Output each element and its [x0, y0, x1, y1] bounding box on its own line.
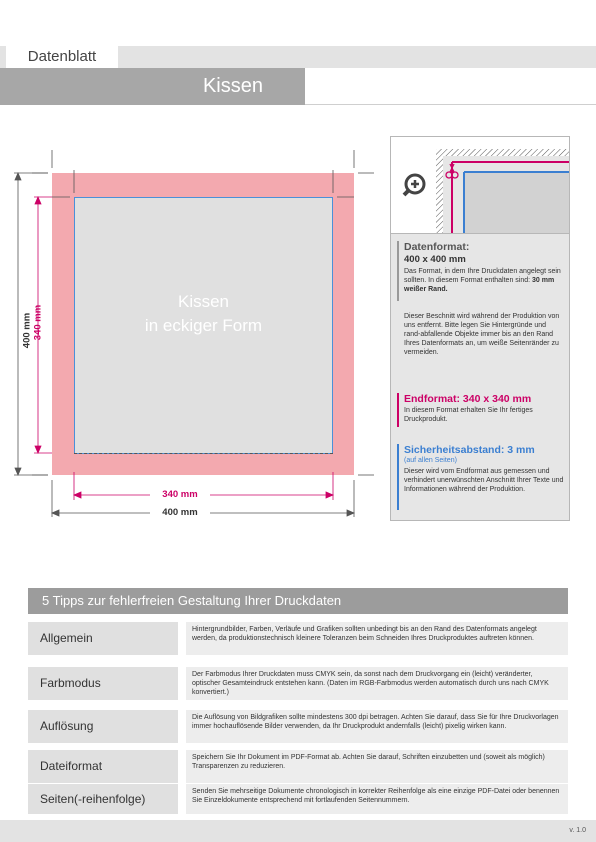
sicherheit-bar	[397, 444, 399, 510]
header-rule	[305, 104, 596, 105]
datenformat-title: Datenformat:	[404, 241, 470, 253]
tip-text: Der Farbmodus Ihrer Druckdaten muss CMYK sein, da sonst nach dem Druckvorgang ein (leicht) veränderter, optischer Gesamteindruck entstehen kann. (Daten im RGB-Farbmodus werden automatisch durch uns nach CMYK konvertiert.)	[186, 667, 568, 700]
datenformat-text-bold: 30 mm weißer Rand.	[404, 277, 555, 293]
title-band	[0, 68, 305, 105]
datasheet-tab	[6, 46, 118, 68]
tip-category: Allgemein	[28, 622, 178, 655]
tip-text: Speichern Sie Ihr Dokument im PDF-Format ab. Achten Sie darauf, Schriften einzubetten und (soweit als möglich) Transparenzen zu reduzieren.	[186, 750, 568, 783]
tips-heading-bar	[28, 588, 568, 614]
tip-row	[28, 750, 568, 783]
tip-row	[28, 667, 568, 700]
endformat-bar	[397, 393, 399, 427]
tips-heading: 5 Tipps zur fehlerfreien Gestaltung Ihrer Druckdaten	[42, 593, 342, 608]
dimension-lines	[0, 130, 380, 530]
datenformat-text-1: Das Format, in dem Ihre Druckdaten angelegt sein sollten. In diesem Format enthalten sind:	[404, 268, 561, 284]
product-label-line2: in eckiger Form	[144, 316, 263, 335]
footer-strip	[0, 820, 596, 842]
datenformat-bar	[397, 241, 399, 301]
corner-detail-illustration	[391, 137, 569, 233]
beschnitt-text: Dieser Beschnitt wird während der Produktion von uns entfernt. Bitte legen Sie Hintergründe und rand-abfallende Objekte immer bis an den Rand Ihres Datenformats an, um weiße Seitenränder zu vermeiden.	[404, 313, 560, 356]
dim-label-340-vertical: 340 mm	[32, 304, 44, 341]
dim-label-400-horizontal: 400 mm	[162, 507, 198, 518]
endformat-title: Endformat: 340 x 340 mm	[404, 393, 532, 405]
final-corner-marks	[52, 170, 354, 197]
sicherheit-subtitle: (auf allen Seiten)	[404, 457, 457, 464]
datenformat-size: 400 x 400 mm	[404, 254, 466, 265]
tip-category: Auflösung	[28, 710, 178, 743]
tip-category: Seiten(-reihenfolge)	[28, 784, 178, 814]
tip-row	[28, 784, 568, 814]
page-title: Kissen	[202, 75, 263, 97]
dim-label-400-vertical: 400 mm	[21, 312, 33, 349]
tip-text: Senden Sie mehrseitige Dokumente chronologisch in korrekter Reihenfolge als eine einzige PDF-Datei oder benennen Sie Einzeldokumente entsprechend mit fortlaufenden Seitennummern.	[186, 784, 568, 814]
tip-row	[28, 710, 568, 743]
datenformat-text	[404, 267, 564, 294]
tip-category: Dateiformat	[28, 750, 178, 783]
datasheet-tab-label: Datenblatt	[27, 48, 97, 65]
endformat-text: In diesem Format erhalten Sie Ihr fertiges Druckprodukt.	[404, 407, 533, 423]
zoom-in-icon	[404, 175, 424, 195]
tip-row	[28, 622, 568, 655]
tip-text: Hintergrundbilder, Farben, Verläufe und Grafiken sollten unbedingt bis an den Rand des Datenformats angelegt werden, da produktionstechnisch kleinere Toleranzen beim Schneiden Ihres Druckproduktes auftreten können.	[186, 622, 568, 655]
dim-label-340-horizontal: 340 mm	[162, 489, 198, 500]
crop-marks	[32, 150, 374, 475]
sicherheit-text: Dieser wird vom Endformat aus gemessen und verhindert unerwünschten Anschnitt Ihrer Texte und Informationen während der Produktion.	[404, 468, 564, 493]
tip-category: Farbmodus	[28, 667, 178, 700]
tip-text: Die Auflösung von Bildgrafiken sollte mindestens 300 dpi betragen. Achten Sie darauf, dass Sie für Ihre Druckvorlagen immer hochauflösende Bilder verwenden, da Ihr Druckprodukt andernfalls (leicht) pixelig wirken kann.	[186, 710, 568, 743]
version-label: v. 1.0	[569, 827, 586, 834]
sicherheit-title: Sicherheitsabstand: 3 mm	[404, 444, 535, 456]
product-label-line1: Kissen	[177, 292, 230, 311]
